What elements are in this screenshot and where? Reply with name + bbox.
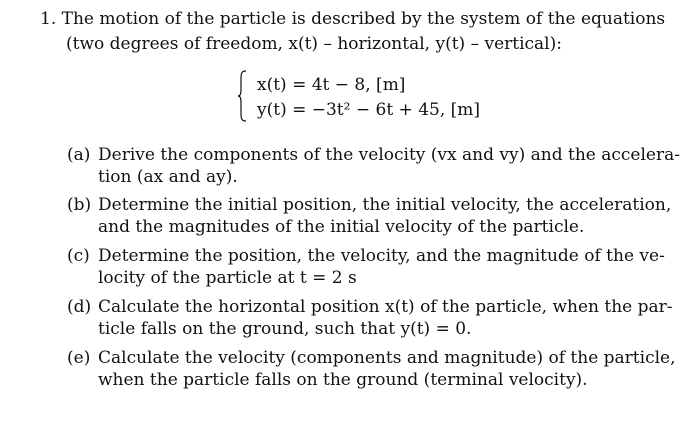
- problem-number: 1.: [40, 9, 57, 29]
- problem-intro-line-2: (two degrees of freedom, x(t) – horizontal, y(t) – vertical):: [66, 34, 562, 54]
- equation-x: x(t) = 4t − 8, [m]: [257, 75, 406, 95]
- item-c-line-1: Determine the position, the velocity, and the magnitude of the ve-: [98, 246, 665, 266]
- item-c-line-2: locity of the particle at t = 2 s: [98, 268, 357, 288]
- item-d-label: (d): [67, 297, 92, 317]
- left-brace-icon: [237, 70, 247, 122]
- item-d-line-2: ticle falls on the ground, such that y(t) = 0.: [98, 319, 472, 339]
- item-d-line-1: Calculate the horizontal position x(t) of the particle, when the par-: [98, 297, 673, 317]
- problem-intro-text-1: The motion of the particle is described by the system of the equations: [61, 9, 666, 29]
- item-e-line-2: when the particle falls on the ground (terminal velocity).: [98, 370, 588, 390]
- item-e-label: (e): [67, 348, 91, 368]
- item-e-line-1: Calculate the velocity (components and magnitude) of the particle,: [98, 348, 676, 368]
- item-a-label: (a): [67, 145, 91, 165]
- item-b-line-2: and the magnitudes of the initial velocity of the particle.: [98, 217, 585, 237]
- item-a-line-1: Derive the components of the velocity (vx and vy) and the accelera-: [98, 145, 680, 165]
- equation-y: y(t) = −3t² − 6t + 45, [m]: [257, 100, 481, 120]
- item-b-label: (b): [67, 195, 92, 215]
- item-c-label: (c): [67, 246, 90, 266]
- problem-intro-line-1: [40, 8, 665, 30]
- item-a-line-2: tion (ax and ay).: [98, 167, 238, 187]
- item-b-line-1: Determine the initial position, the initial velocity, the acceleration,: [98, 195, 672, 215]
